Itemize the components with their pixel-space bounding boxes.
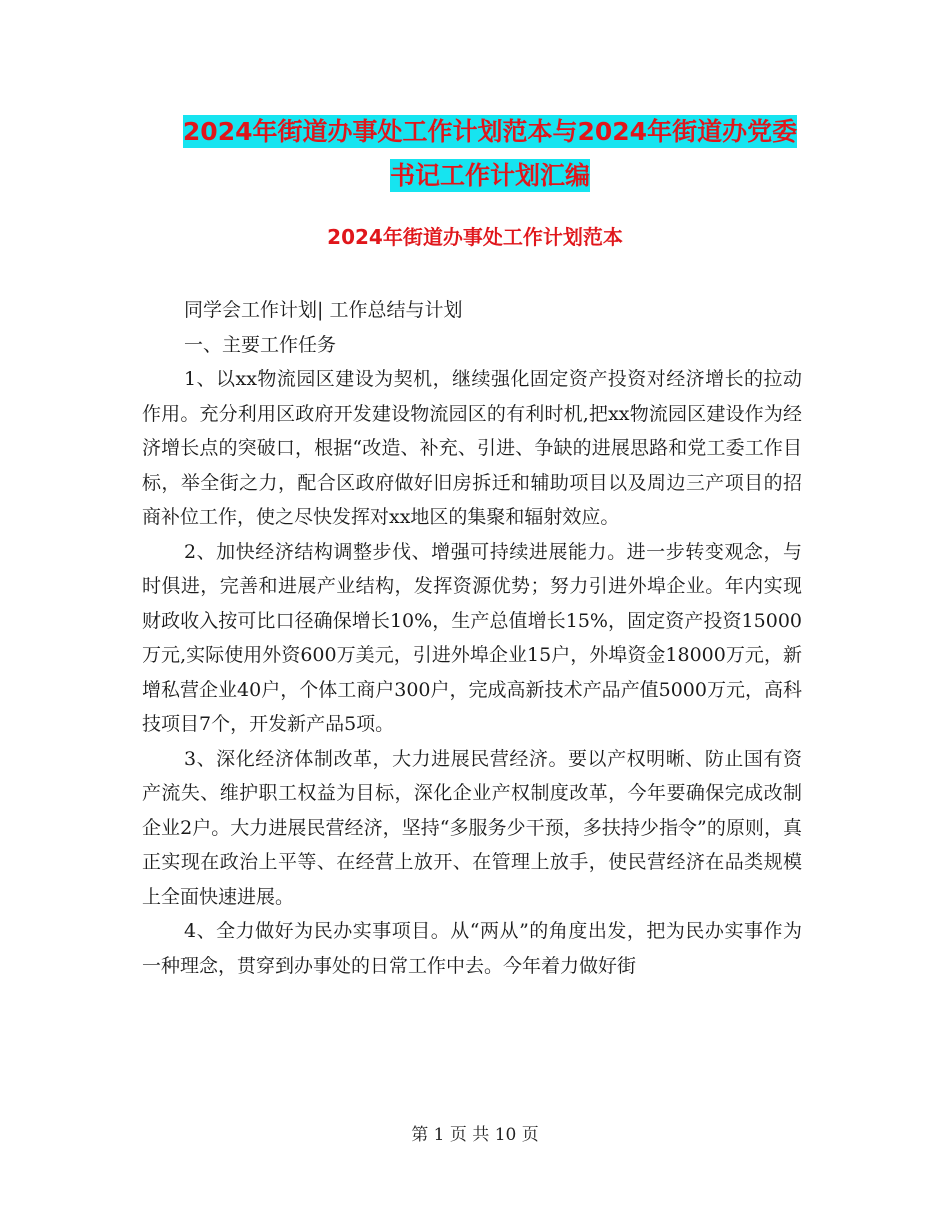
page-footer: 第 1 页 共 10 页 [411, 1125, 539, 1145]
section-title: 2024年街道办事处工作计划范本 [327, 225, 623, 249]
paragraph-item-4: 4、全力做好为民办实事项目。从“两从”的角度出发，把为民办实事作为一种理念，贯穿到办事处的日常工作中去。今年着力做好街 [142, 920, 802, 977]
paragraph-item-3: 3、深化经济体制改革，大力进展民营经济。要以产权明晰、防止国有资产流失、维护职工权益为目标，深化企业产权制度改革，今年要确保完成改制企业2户。大力进展民营经济，坚持“多服务少干预，多扶持少指令”的原则，真正实现在政治上平等、在经营上放开、在管理上放手，使民营经济在品类规模上全面快速进展。 [142, 747, 802, 908]
paragraph-header-link: 同学会工作计划| 工作总结与计划 [184, 299, 463, 321]
paragraph-item-2: 2、加快经济结构调整步伐、增强可持续进展能力。进一步转变观念，与时俱进，完善和进展产业结构，发挥资源优势；努力引进外埠企业。年内实现财政收入按可比口径确保增长10%，生产总值增长15%，固定资产投资15000万元,实际使用外资600万美元，引进外埠企业15户，外埠资金18000万元，新增私营企业40户，个体工商户300户，完成高新技术产品产值5000万元，高科技项目7个，开发新产品5项。 [142, 540, 802, 735]
paragraph-item-1: 1、以xx物流园区建设为契机，继续强化固定资产投资对经济增长的拉动作用。充分利用区政府开发建设物流园区的有利时机,把xx物流园区建设作为经济增长点的突破口，根据“改造、补充、引进、争缺的进展思路和党工委工作目标，举全街之力，配合区政府做好旧房拆迁和辅助项目以及周边三产项目的招商补位工作，使之尽快发挥对xx地区的集聚和辐射效应。 [142, 368, 802, 528]
main-title-line-2: 书记工作计划汇编 [389, 161, 590, 190]
paragraph-heading: 一、主要工作任务 [184, 333, 337, 356]
main-title-line-1: 2024年街道办事处工作计划范本与2024年街道办党委 [182, 117, 798, 146]
document-main-title [140, 110, 840, 198]
document-body [142, 293, 802, 983]
